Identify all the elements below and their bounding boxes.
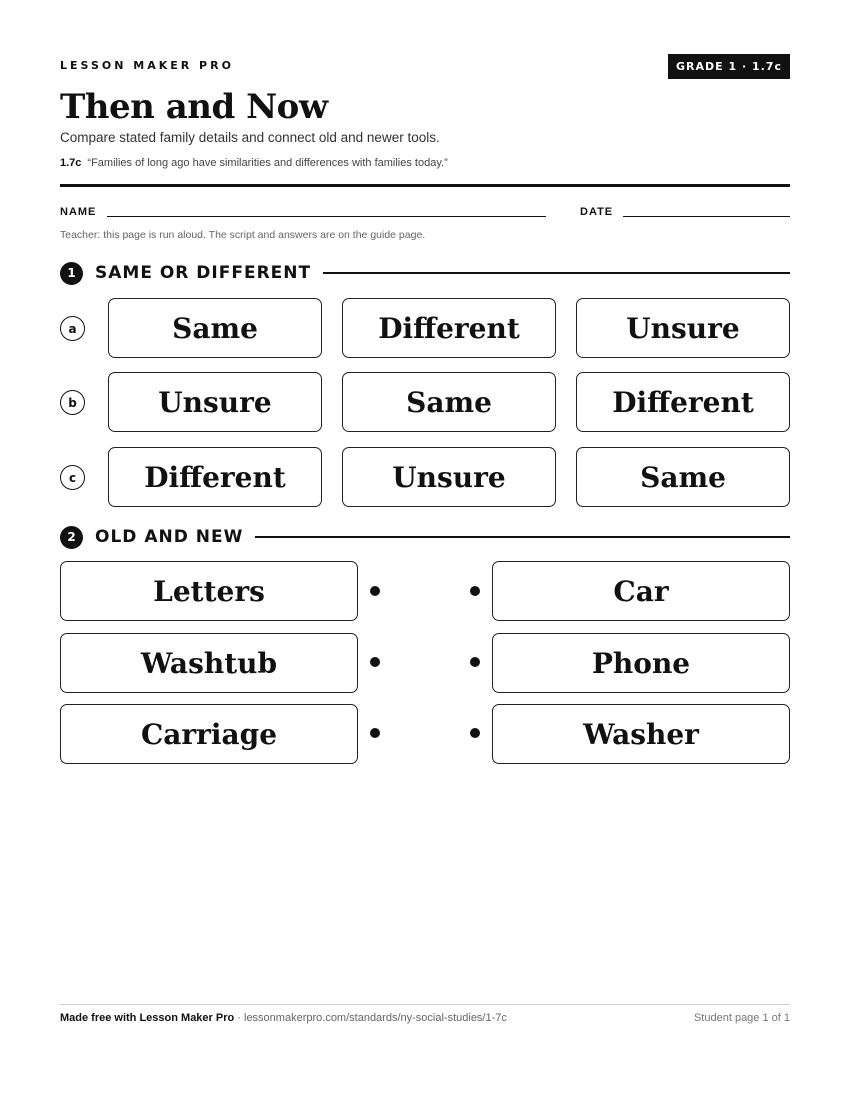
new-item-car[interactable]: Car (492, 561, 790, 621)
section-title: SAME OR DIFFERENT (95, 263, 312, 283)
worksheet-page (60, 0, 790, 1100)
section-rule (323, 272, 790, 274)
choice-c-3[interactable]: Same (576, 447, 790, 507)
choice-b-1[interactable]: Unsure (108, 372, 322, 432)
footer-url[interactable]: lessonmakerpro.com/standards/ny-social-studies/1-7c (244, 1012, 507, 1024)
choice-c-1[interactable]: Different (108, 447, 322, 507)
match-dot-right-3[interactable] (470, 728, 480, 738)
date-label: DATE (580, 206, 614, 218)
page-title: Then and Now (60, 87, 328, 127)
name-label: NAME (60, 206, 97, 218)
choice-a-3[interactable]: Unsure (576, 298, 790, 358)
new-item-phone[interactable]: Phone (492, 633, 790, 693)
footer-made-with: Made free with Lesson Maker Pro (60, 1012, 235, 1024)
standard-code: 1.7c (60, 157, 82, 169)
brand-name: LESSON MAKER PRO (60, 59, 234, 72)
section-number: 1 (60, 262, 83, 285)
old-item-carriage[interactable]: Carriage (60, 704, 358, 764)
section-rule (255, 536, 790, 538)
match-dot-left-1[interactable] (370, 586, 380, 596)
match-dot-left-3[interactable] (370, 728, 380, 738)
match-dot-left-2[interactable] (370, 657, 380, 667)
teacher-note: Teacher: this page is run aloud. The script and answers are on the guide page. (60, 229, 426, 241)
row-letter-a: a (60, 316, 85, 341)
choice-b-2[interactable]: Same (342, 372, 556, 432)
row-letter-b: b (60, 390, 85, 415)
choice-a-2[interactable]: Different (342, 298, 556, 358)
standard-line (60, 157, 448, 169)
page-subtitle: Compare stated family details and connect old and newer tools. (60, 130, 440, 145)
match-dot-right-1[interactable] (470, 586, 480, 596)
footer-separator: · (234, 1012, 244, 1024)
match-dot-right-2[interactable] (470, 657, 480, 667)
date-line[interactable] (623, 216, 790, 217)
name-line[interactable] (107, 216, 546, 217)
old-item-letters[interactable]: Letters (60, 561, 358, 621)
footer-credit (60, 1012, 507, 1024)
choice-a-1[interactable]: Same (108, 298, 322, 358)
footer-page-number: Student page 1 of 1 (693, 1012, 790, 1024)
header-divider (60, 184, 790, 187)
section-2-header (60, 525, 790, 549)
footer-divider (60, 1004, 790, 1005)
new-item-washer[interactable]: Washer (492, 704, 790, 764)
row-letter-c: c (60, 465, 85, 490)
standard-text: “Families of long ago have similarities and differences with families today.” (87, 157, 448, 169)
section-number: 2 (60, 526, 83, 549)
grade-badge: GRADE 1 · 1.7c (668, 54, 790, 79)
choice-c-2[interactable]: Unsure (342, 447, 556, 507)
old-item-washtub[interactable]: Washtub (60, 633, 358, 693)
section-title: OLD AND NEW (95, 527, 244, 547)
choice-b-3[interactable]: Different (576, 372, 790, 432)
section-1-header (60, 261, 790, 285)
